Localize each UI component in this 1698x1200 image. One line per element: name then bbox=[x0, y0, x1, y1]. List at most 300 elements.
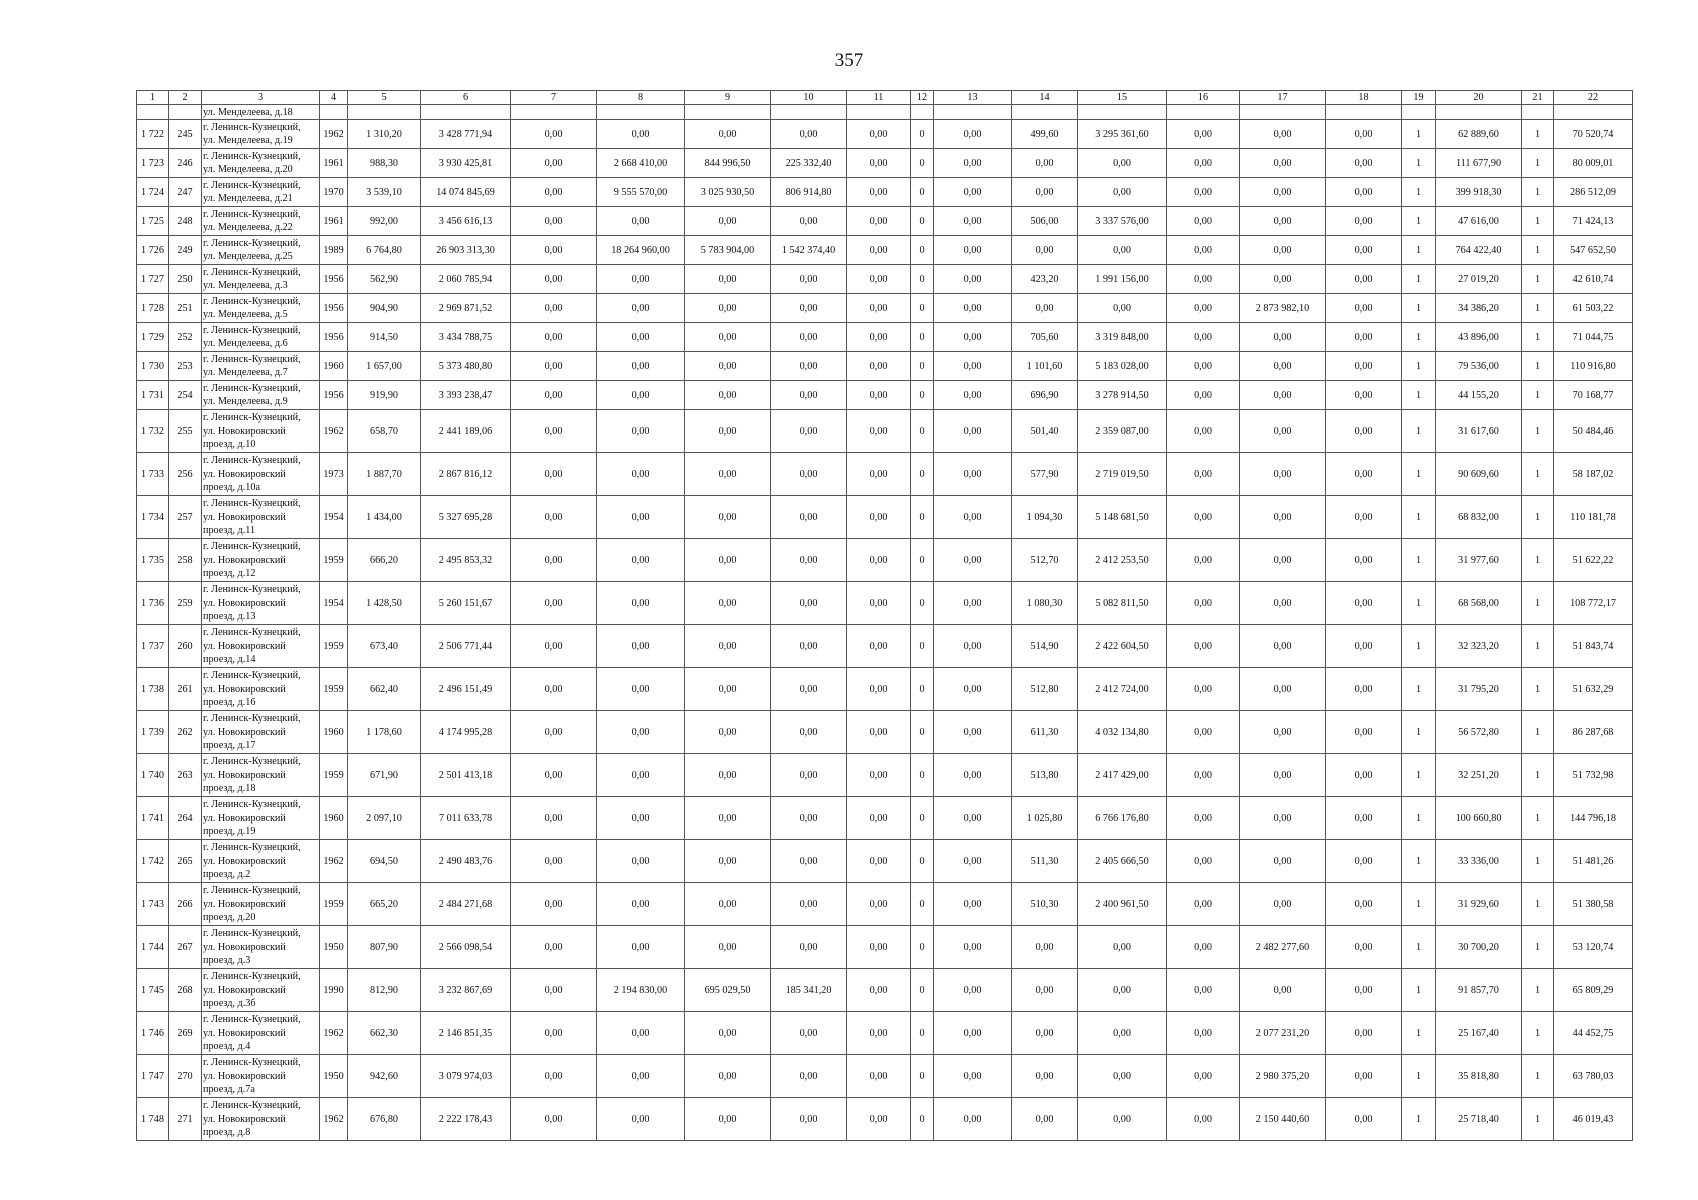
value-cell-col-15: 2 359 087,00 bbox=[1078, 410, 1167, 453]
year-cell: 1956 bbox=[320, 381, 348, 410]
year-cell: 1989 bbox=[320, 236, 348, 265]
amount-cell: 90 609,60 bbox=[1436, 453, 1522, 496]
value-cell-col-15: 6 766 176,80 bbox=[1078, 797, 1167, 840]
value-cell-col-12: 0 bbox=[911, 120, 934, 149]
value-cell-col-12: 0 bbox=[911, 323, 934, 352]
value-cell-col-15: 2 417 429,00 bbox=[1078, 754, 1167, 797]
total-cost-cell: 5 373 480,80 bbox=[421, 352, 511, 381]
table-row bbox=[137, 236, 1633, 265]
value-cell-col-14: 611,30 bbox=[1012, 711, 1078, 754]
amount-cell: 79 536,00 bbox=[1436, 352, 1522, 381]
address-line: проезд, д.10 bbox=[203, 439, 256, 451]
value-cell-col-14: 0,00 bbox=[1012, 294, 1078, 323]
address-cell bbox=[202, 294, 320, 323]
table-row bbox=[137, 120, 1633, 149]
column-header: 4 bbox=[320, 91, 348, 105]
amount-cell: 51 732,98 bbox=[1554, 754, 1633, 797]
value-cell-col-8: 0,00 bbox=[597, 797, 685, 840]
value-cell-col-7: 0,00 bbox=[511, 969, 597, 1012]
value-cell-col-14: 510,30 bbox=[1012, 883, 1078, 926]
value-cell-col-16: 0,00 bbox=[1167, 840, 1240, 883]
value-cell-col-14: 506,00 bbox=[1012, 207, 1078, 236]
record-number-cell: 1 740 bbox=[137, 754, 169, 797]
count-cell: 1 bbox=[1402, 883, 1436, 926]
value-cell-col-10: 225 332,40 bbox=[771, 149, 847, 178]
count-cell: 1 bbox=[1522, 539, 1554, 582]
table-row bbox=[137, 754, 1633, 797]
address-line: г. Ленинск-Кузнецкий, bbox=[203, 756, 301, 768]
value-cell-col-13: 0,00 bbox=[934, 969, 1012, 1012]
value-cell-col-8: 2 668 410,00 bbox=[597, 149, 685, 178]
table-row bbox=[137, 265, 1633, 294]
value-cell-col-10: 0,00 bbox=[771, 352, 847, 381]
value-cell-col-15: 0,00 bbox=[1078, 149, 1167, 178]
value-cell-col-11: 0,00 bbox=[847, 711, 911, 754]
amount-cell: 42 610,74 bbox=[1554, 265, 1633, 294]
count-cell: 1 bbox=[1402, 797, 1436, 840]
value-cell-col-12: 0 bbox=[911, 178, 934, 207]
amount-cell: 51 622,22 bbox=[1554, 539, 1633, 582]
value-cell-col-17: 2 482 277,60 bbox=[1240, 926, 1326, 969]
value-cell-col-16: 0,00 bbox=[1167, 625, 1240, 668]
year-cell: 1959 bbox=[320, 754, 348, 797]
value-cell-col-12: 0 bbox=[911, 1012, 934, 1055]
value-cell-col-12: 0 bbox=[911, 582, 934, 625]
area-cell: 1 178,60 bbox=[348, 711, 421, 754]
item-number-cell: 265 bbox=[169, 840, 202, 883]
item-number-cell: 252 bbox=[169, 323, 202, 352]
value-cell-col-15: 0,00 bbox=[1078, 1098, 1167, 1141]
area-cell: 671,90 bbox=[348, 754, 421, 797]
value-cell-col-14: 0,00 bbox=[1012, 1055, 1078, 1098]
item-number-cell: 245 bbox=[169, 120, 202, 149]
value-cell-col-7: 0,00 bbox=[511, 840, 597, 883]
amount-cell: 53 120,74 bbox=[1554, 926, 1633, 969]
item-number-cell: 257 bbox=[169, 496, 202, 539]
value-cell-col-15: 0,00 bbox=[1078, 926, 1167, 969]
value-cell-col-14: 0,00 bbox=[1012, 178, 1078, 207]
value-cell-col-16: 0,00 bbox=[1167, 926, 1240, 969]
year-cell: 1950 bbox=[320, 926, 348, 969]
value-cell-col-12: 0 bbox=[911, 840, 934, 883]
value-cell-col-17: 0,00 bbox=[1240, 840, 1326, 883]
value-cell-col-17: 2 150 440,60 bbox=[1240, 1098, 1326, 1141]
address-line: г. Ленинск-Кузнецкий, bbox=[203, 670, 301, 682]
year-cell: 1960 bbox=[320, 711, 348, 754]
value-cell-col-9: 0,00 bbox=[685, 381, 771, 410]
address-line: г. Ленинск-Кузнецкий, bbox=[203, 713, 301, 725]
value-cell-col-10: 806 914,80 bbox=[771, 178, 847, 207]
value-cell-col-13: 0,00 bbox=[934, 352, 1012, 381]
value-cell-col-18: 0,00 bbox=[1326, 582, 1402, 625]
address-line: проезд, д.10а bbox=[203, 482, 260, 494]
count-cell: 1 bbox=[1522, 883, 1554, 926]
value-cell-col-15: 2 412 253,50 bbox=[1078, 539, 1167, 582]
value-cell-col-7: 0,00 bbox=[511, 323, 597, 352]
value-cell-col-16: 0,00 bbox=[1167, 352, 1240, 381]
value-cell-col-17: 0,00 bbox=[1240, 711, 1326, 754]
amount-cell: 71 424,13 bbox=[1554, 207, 1633, 236]
count-cell: 1 bbox=[1402, 1098, 1436, 1141]
value-cell-col-13: 0,00 bbox=[934, 381, 1012, 410]
value-cell-col-15: 3 337 576,00 bbox=[1078, 207, 1167, 236]
amount-cell: 547 652,50 bbox=[1554, 236, 1633, 265]
value-cell-col-16: 0,00 bbox=[1167, 207, 1240, 236]
table-row bbox=[137, 323, 1633, 352]
address-cell bbox=[202, 797, 320, 840]
table-row bbox=[137, 294, 1633, 323]
address-line: г. Ленинск-Кузнецкий, bbox=[203, 1014, 301, 1026]
table-row bbox=[137, 797, 1633, 840]
count-cell: 1 bbox=[1402, 625, 1436, 668]
value-cell-col-16: 0,00 bbox=[1167, 120, 1240, 149]
amount-cell: 30 700,20 bbox=[1436, 926, 1522, 969]
count-cell: 1 bbox=[1402, 410, 1436, 453]
address-cell bbox=[202, 496, 320, 539]
value-cell-col-11: 0,00 bbox=[847, 1098, 911, 1141]
value-cell-col-15: 5 183 028,00 bbox=[1078, 352, 1167, 381]
record-number-cell: 1 746 bbox=[137, 1012, 169, 1055]
housing-register-table bbox=[136, 90, 1633, 1141]
column-header: 16 bbox=[1167, 91, 1240, 105]
table-row bbox=[137, 381, 1633, 410]
value-cell-col-8: 0,00 bbox=[597, 496, 685, 539]
continuation-row bbox=[137, 105, 1633, 120]
value-cell-col-8: 0,00 bbox=[597, 207, 685, 236]
item-number-cell: 266 bbox=[169, 883, 202, 926]
address-line: ул. Новокировский bbox=[203, 640, 286, 652]
item-number-cell: 249 bbox=[169, 236, 202, 265]
record-number-cell: 1 724 bbox=[137, 178, 169, 207]
value-cell-col-16: 0,00 bbox=[1167, 711, 1240, 754]
item-number-cell: 254 bbox=[169, 381, 202, 410]
address-line: ул. Новокировский bbox=[203, 769, 286, 781]
address-line: проезд, д.12 bbox=[203, 568, 256, 580]
value-cell-col-10: 0,00 bbox=[771, 294, 847, 323]
value-cell-col-8: 0,00 bbox=[597, 1012, 685, 1055]
value-cell-col-16: 0,00 bbox=[1167, 453, 1240, 496]
value-cell-col-15: 3 295 361,60 bbox=[1078, 120, 1167, 149]
table-row bbox=[137, 883, 1633, 926]
total-cost-cell: 3 393 238,47 bbox=[421, 381, 511, 410]
count-cell: 1 bbox=[1522, 969, 1554, 1012]
year-cell: 1961 bbox=[320, 207, 348, 236]
address-line: ул. Новокировский bbox=[203, 1113, 286, 1125]
count-cell: 1 bbox=[1522, 926, 1554, 969]
item-number-cell: 269 bbox=[169, 1012, 202, 1055]
value-cell-col-16: 0,00 bbox=[1167, 797, 1240, 840]
value-cell-col-12: 0 bbox=[911, 236, 934, 265]
count-cell: 1 bbox=[1522, 668, 1554, 711]
value-cell-col-16: 0,00 bbox=[1167, 323, 1240, 352]
area-cell: 694,50 bbox=[348, 840, 421, 883]
value-cell-col-15: 5 148 681,50 bbox=[1078, 496, 1167, 539]
value-cell-col-11: 0,00 bbox=[847, 352, 911, 381]
value-cell-col-17: 0,00 bbox=[1240, 352, 1326, 381]
value-cell-col-7: 0,00 bbox=[511, 496, 597, 539]
value-cell-col-15: 0,00 bbox=[1078, 1055, 1167, 1098]
value-cell-col-8: 0,00 bbox=[597, 668, 685, 711]
address-line: г. Ленинск-Кузнецкий, bbox=[203, 325, 301, 336]
record-number-cell: 1 732 bbox=[137, 410, 169, 453]
value-cell-col-11: 0,00 bbox=[847, 410, 911, 453]
address-cell bbox=[202, 1055, 320, 1098]
column-header: 3 bbox=[202, 91, 320, 105]
address-cell bbox=[202, 265, 320, 294]
amount-cell: 110 181,78 bbox=[1554, 496, 1633, 539]
address-line: г. Ленинск-Кузнецкий, bbox=[203, 842, 301, 854]
value-cell-col-9: 695 029,50 bbox=[685, 969, 771, 1012]
address-line: г. Ленинск-Кузнецкий, bbox=[203, 1057, 301, 1069]
value-cell-col-13: 0,00 bbox=[934, 711, 1012, 754]
value-cell-col-14: 705,60 bbox=[1012, 323, 1078, 352]
address-line: г. Ленинск-Кузнецкий, bbox=[203, 541, 301, 553]
amount-cell: 68 832,00 bbox=[1436, 496, 1522, 539]
value-cell-col-13: 0,00 bbox=[934, 236, 1012, 265]
page-number: 357 bbox=[834, 50, 864, 71]
column-header: 8 bbox=[597, 91, 685, 105]
address-line: ул. Новокировский bbox=[203, 425, 286, 437]
total-cost-cell: 3 434 788,75 bbox=[421, 323, 511, 352]
value-cell-col-18: 0,00 bbox=[1326, 883, 1402, 926]
table-row bbox=[137, 711, 1633, 754]
address-line: г. Ленинск-Кузнецкий, bbox=[203, 799, 301, 811]
column-header: 22 bbox=[1554, 91, 1633, 105]
amount-cell: 44 155,20 bbox=[1436, 381, 1522, 410]
total-cost-cell: 7 011 633,78 bbox=[421, 797, 511, 840]
address-cell bbox=[202, 625, 320, 668]
amount-cell: 68 568,00 bbox=[1436, 582, 1522, 625]
value-cell-col-12: 0 bbox=[911, 797, 934, 840]
value-cell-col-17: 0,00 bbox=[1240, 178, 1326, 207]
area-cell: 3 539,10 bbox=[348, 178, 421, 207]
area-cell: 1 310,20 bbox=[348, 120, 421, 149]
value-cell-col-17: 0,00 bbox=[1240, 582, 1326, 625]
value-cell-col-14: 0,00 bbox=[1012, 926, 1078, 969]
value-cell-col-15: 3 278 914,50 bbox=[1078, 381, 1167, 410]
area-cell: 562,90 bbox=[348, 265, 421, 294]
count-cell: 1 bbox=[1402, 453, 1436, 496]
address-line: г. Ленинск-Кузнецкий, bbox=[203, 971, 301, 983]
item-number-cell: 255 bbox=[169, 410, 202, 453]
value-cell-col-17: 0,00 bbox=[1240, 410, 1326, 453]
value-cell-col-10: 0,00 bbox=[771, 1055, 847, 1098]
value-cell-col-11: 0,00 bbox=[847, 754, 911, 797]
value-cell-col-9: 0,00 bbox=[685, 352, 771, 381]
address-line: ул. Новокировский bbox=[203, 468, 286, 480]
value-cell-col-18: 0,00 bbox=[1326, 294, 1402, 323]
value-cell-col-9: 0,00 bbox=[685, 797, 771, 840]
value-cell-col-8: 0,00 bbox=[597, 265, 685, 294]
amount-cell: 111 677,90 bbox=[1436, 149, 1522, 178]
value-cell-col-9: 0,00 bbox=[685, 496, 771, 539]
column-header: 21 bbox=[1522, 91, 1554, 105]
value-cell-col-7: 0,00 bbox=[511, 120, 597, 149]
count-cell: 1 bbox=[1402, 294, 1436, 323]
value-cell-col-11: 0,00 bbox=[847, 1055, 911, 1098]
value-cell-col-8: 0,00 bbox=[597, 711, 685, 754]
address-line: ул. Менделеева, д.19 bbox=[203, 135, 293, 147]
value-cell-col-13: 0,00 bbox=[934, 265, 1012, 294]
count-cell: 1 bbox=[1522, 265, 1554, 294]
amount-cell: 43 896,00 bbox=[1436, 323, 1522, 352]
value-cell-col-10: 0,00 bbox=[771, 797, 847, 840]
amount-cell: 25 718,40 bbox=[1436, 1098, 1522, 1141]
address-line: г. Ленинск-Кузнецкий, bbox=[203, 455, 301, 467]
value-cell-col-7: 0,00 bbox=[511, 582, 597, 625]
value-cell-col-13: 0,00 bbox=[934, 120, 1012, 149]
value-cell-col-8: 0,00 bbox=[597, 840, 685, 883]
value-cell-col-15: 2 422 604,50 bbox=[1078, 625, 1167, 668]
amount-cell: 44 452,75 bbox=[1554, 1012, 1633, 1055]
address-line: г. Ленинск-Кузнецкий, bbox=[203, 412, 301, 424]
value-cell-col-10: 0,00 bbox=[771, 207, 847, 236]
value-cell-col-18: 0,00 bbox=[1326, 207, 1402, 236]
amount-cell: 62 889,60 bbox=[1436, 120, 1522, 149]
column-header: 19 bbox=[1402, 91, 1436, 105]
address-cell bbox=[202, 539, 320, 582]
address-line: г. Ленинск-Кузнецкий, bbox=[203, 238, 301, 249]
value-cell-col-9: 3 025 930,50 bbox=[685, 178, 771, 207]
value-cell-col-16: 0,00 bbox=[1167, 236, 1240, 265]
address-line: г. Ленинск-Кузнецкий, bbox=[203, 151, 301, 162]
column-header: 7 bbox=[511, 91, 597, 105]
year-cell: 1959 bbox=[320, 625, 348, 668]
value-cell-col-15: 3 319 848,00 bbox=[1078, 323, 1167, 352]
year-cell: 1960 bbox=[320, 797, 348, 840]
value-cell-col-14: 0,00 bbox=[1012, 1012, 1078, 1055]
count-cell: 1 bbox=[1522, 625, 1554, 668]
value-cell-col-11: 0,00 bbox=[847, 453, 911, 496]
count-cell: 1 bbox=[1522, 711, 1554, 754]
value-cell-col-14: 501,40 bbox=[1012, 410, 1078, 453]
count-cell: 1 bbox=[1522, 207, 1554, 236]
address-line: г. Ленинск-Кузнецкий, bbox=[203, 122, 301, 133]
value-cell-col-10: 0,00 bbox=[771, 120, 847, 149]
value-cell-col-13: 0,00 bbox=[934, 1012, 1012, 1055]
column-header: 2 bbox=[169, 91, 202, 105]
record-number-cell: 1 727 bbox=[137, 265, 169, 294]
address-line: ул. Менделеева, д.20 bbox=[203, 164, 293, 176]
address-cell bbox=[202, 178, 320, 207]
column-header: 10 bbox=[771, 91, 847, 105]
value-cell-col-10: 0,00 bbox=[771, 453, 847, 496]
value-cell-col-11: 0,00 bbox=[847, 668, 911, 711]
table-row bbox=[137, 668, 1633, 711]
value-cell-col-8: 0,00 bbox=[597, 582, 685, 625]
address-line: г. Ленинск-Кузнецкий, bbox=[203, 1100, 301, 1112]
value-cell-col-8: 0,00 bbox=[597, 381, 685, 410]
value-cell-col-10: 0,00 bbox=[771, 883, 847, 926]
item-number-cell: 267 bbox=[169, 926, 202, 969]
item-number-cell: 246 bbox=[169, 149, 202, 178]
value-cell-col-12: 0 bbox=[911, 410, 934, 453]
value-cell-col-9: 0,00 bbox=[685, 1098, 771, 1141]
address-line: ул. Менделеева, д.7 bbox=[203, 367, 288, 379]
table-row bbox=[137, 969, 1633, 1012]
value-cell-col-14: 512,80 bbox=[1012, 668, 1078, 711]
value-cell-col-7: 0,00 bbox=[511, 1098, 597, 1141]
area-cell: 942,60 bbox=[348, 1055, 421, 1098]
item-number-cell: 259 bbox=[169, 582, 202, 625]
amount-cell: 25 167,40 bbox=[1436, 1012, 1522, 1055]
value-cell-col-8: 0,00 bbox=[597, 323, 685, 352]
value-cell-col-11: 0,00 bbox=[847, 840, 911, 883]
total-cost-cell: 5 260 151,67 bbox=[421, 582, 511, 625]
address-cell bbox=[202, 149, 320, 178]
table-row bbox=[137, 496, 1633, 539]
value-cell-col-7: 0,00 bbox=[511, 236, 597, 265]
year-cell: 1970 bbox=[320, 178, 348, 207]
amount-cell: 51 843,74 bbox=[1554, 625, 1633, 668]
value-cell-col-12: 0 bbox=[911, 539, 934, 582]
value-cell-col-13: 0,00 bbox=[934, 1098, 1012, 1141]
value-cell-col-14: 696,90 bbox=[1012, 381, 1078, 410]
record-number-cell: 1 734 bbox=[137, 496, 169, 539]
address-line: ул. Новокировский bbox=[203, 984, 286, 996]
value-cell-col-16: 0,00 bbox=[1167, 1055, 1240, 1098]
value-cell-col-10: 0,00 bbox=[771, 381, 847, 410]
area-cell: 2 097,10 bbox=[348, 797, 421, 840]
column-header: 13 bbox=[934, 91, 1012, 105]
count-cell: 1 bbox=[1402, 582, 1436, 625]
value-cell-col-15: 2 405 666,50 bbox=[1078, 840, 1167, 883]
amount-cell: 50 484,46 bbox=[1554, 410, 1633, 453]
value-cell-col-17: 0,00 bbox=[1240, 453, 1326, 496]
item-number-cell: 271 bbox=[169, 1098, 202, 1141]
table-row bbox=[137, 1098, 1633, 1141]
record-number-cell: 1 730 bbox=[137, 352, 169, 381]
address-line: ул. Новокировский bbox=[203, 511, 286, 523]
amount-cell: 31 929,60 bbox=[1436, 883, 1522, 926]
amount-cell: 65 809,29 bbox=[1554, 969, 1633, 1012]
record-number-cell: 1 744 bbox=[137, 926, 169, 969]
count-cell: 1 bbox=[1402, 539, 1436, 582]
area-cell: 662,40 bbox=[348, 668, 421, 711]
value-cell-col-13: 0,00 bbox=[934, 668, 1012, 711]
address-cell: ул. Менделеева, д.18 bbox=[202, 105, 320, 120]
value-cell-col-17: 0,00 bbox=[1240, 883, 1326, 926]
address-line: проезд, д.14 bbox=[203, 654, 256, 666]
count-cell: 1 bbox=[1402, 149, 1436, 178]
area-cell: 658,70 bbox=[348, 410, 421, 453]
amount-cell: 51 380,58 bbox=[1554, 883, 1633, 926]
count-cell: 1 bbox=[1402, 668, 1436, 711]
year-cell: 1962 bbox=[320, 1012, 348, 1055]
record-number-cell: 1 747 bbox=[137, 1055, 169, 1098]
column-header: 5 bbox=[348, 91, 421, 105]
value-cell-col-18: 0,00 bbox=[1326, 352, 1402, 381]
count-cell: 1 bbox=[1402, 178, 1436, 207]
value-cell-col-12: 0 bbox=[911, 754, 934, 797]
value-cell-col-18: 0,00 bbox=[1326, 625, 1402, 668]
area-cell: 662,30 bbox=[348, 1012, 421, 1055]
total-cost-cell: 2 490 483,76 bbox=[421, 840, 511, 883]
value-cell-col-18: 0,00 bbox=[1326, 711, 1402, 754]
record-number-cell: 1 722 bbox=[137, 120, 169, 149]
value-cell-col-10: 0,00 bbox=[771, 1098, 847, 1141]
count-cell: 1 bbox=[1522, 352, 1554, 381]
count-cell: 1 bbox=[1402, 496, 1436, 539]
count-cell: 1 bbox=[1522, 236, 1554, 265]
column-header: 20 bbox=[1436, 91, 1522, 105]
count-cell: 1 bbox=[1522, 294, 1554, 323]
value-cell-col-18: 0,00 bbox=[1326, 149, 1402, 178]
table-row bbox=[137, 178, 1633, 207]
area-cell: 807,90 bbox=[348, 926, 421, 969]
amount-cell: 51 632,29 bbox=[1554, 668, 1633, 711]
count-cell: 1 bbox=[1522, 496, 1554, 539]
